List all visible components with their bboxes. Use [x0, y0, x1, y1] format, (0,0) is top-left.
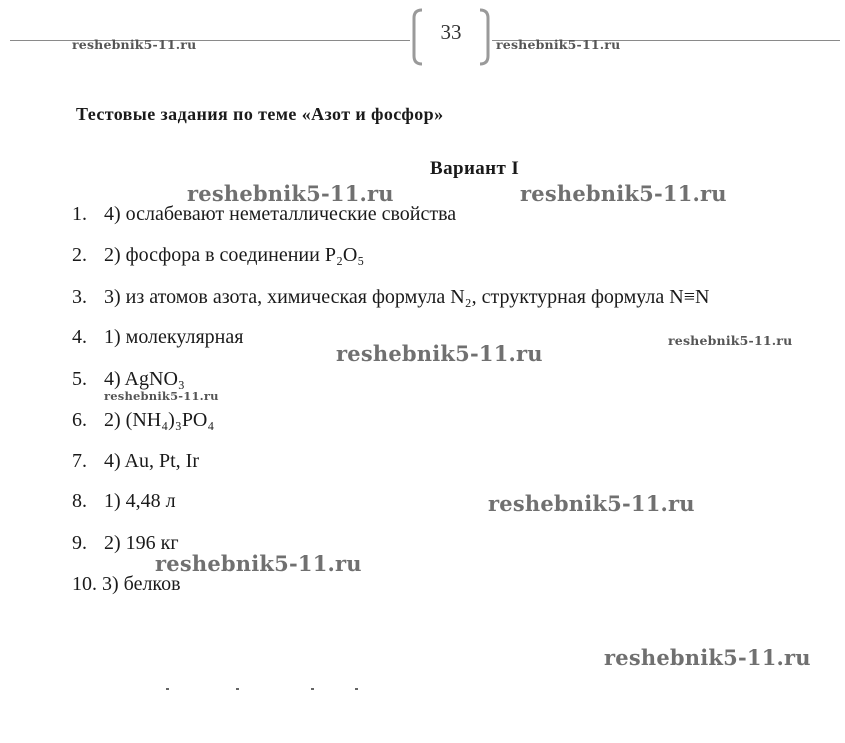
answer-item	[72, 286, 709, 309]
watermark: reshebnik5-11.ru	[336, 341, 543, 366]
answer-text: 1) 4,48 л	[104, 490, 176, 512]
watermark: reshebnik5-11.ru	[187, 181, 394, 206]
answer-item	[72, 450, 199, 473]
watermark: reshebnik5-11.ru	[520, 181, 727, 206]
variant-title: Вариант I	[430, 158, 520, 179]
watermark: reshebnik5-11.ru	[155, 551, 362, 576]
answer-number: 4.	[72, 326, 87, 348]
answer-item	[72, 368, 185, 391]
page-number-box	[410, 8, 492, 66]
answer-item	[72, 532, 179, 555]
answer-text: 2) фосфора в соединении P₂O₅	[104, 244, 365, 266]
mark	[311, 688, 314, 690]
answer-text: 4) AgNO₃	[104, 368, 185, 390]
answer-number: 10.	[72, 573, 97, 595]
answer-text: 3) белков	[102, 573, 181, 595]
header-rule-left	[10, 40, 410, 41]
answer-number: 6.	[72, 409, 87, 431]
header-watermark-left: reshebnik5-11.ru	[72, 37, 197, 52]
page-number: 33	[440, 20, 462, 44]
answer-number: 7.	[72, 450, 87, 472]
header-watermark-right: reshebnik5-11.ru	[496, 37, 621, 52]
watermark: reshebnik5-11.ru	[668, 333, 793, 348]
answer-text: 3) из атомов азота, химическая формула N₂, структурная формула N≡N	[104, 286, 710, 308]
answer-text: 1) молекулярная	[104, 326, 244, 348]
answer-item	[72, 326, 243, 349]
answer-number: 8.	[72, 490, 87, 512]
mark	[236, 688, 239, 690]
answer-text: 2) (NH₄)₃PO₄	[104, 409, 215, 431]
answer-number: 9.	[72, 532, 87, 554]
answer-number: 2.	[72, 244, 87, 266]
watermark: reshebnik5-11.ru	[104, 389, 219, 403]
answer-number: 3.	[72, 286, 87, 308]
watermark: reshebnik5-11.ru	[604, 645, 811, 670]
answer-item	[72, 244, 364, 267]
answer-item	[72, 573, 181, 596]
watermark: reshebnik5-11.ru	[488, 491, 695, 516]
answer-text: 4) ослабевают неметаллические свойства	[104, 203, 457, 225]
page-title: Тестовые задания по теме «Азот и фосфор»	[76, 104, 444, 124]
answer-number: 5.	[72, 368, 87, 390]
answer-number: 1.	[72, 203, 87, 225]
answer-text: 4) Au, Pt, Ir	[104, 450, 199, 472]
answer-item	[72, 409, 214, 432]
answer-text: 2) 196 кг	[104, 532, 179, 554]
mark	[166, 688, 169, 690]
answer-item	[72, 203, 456, 226]
answer-item	[72, 490, 176, 513]
mark	[355, 688, 358, 690]
